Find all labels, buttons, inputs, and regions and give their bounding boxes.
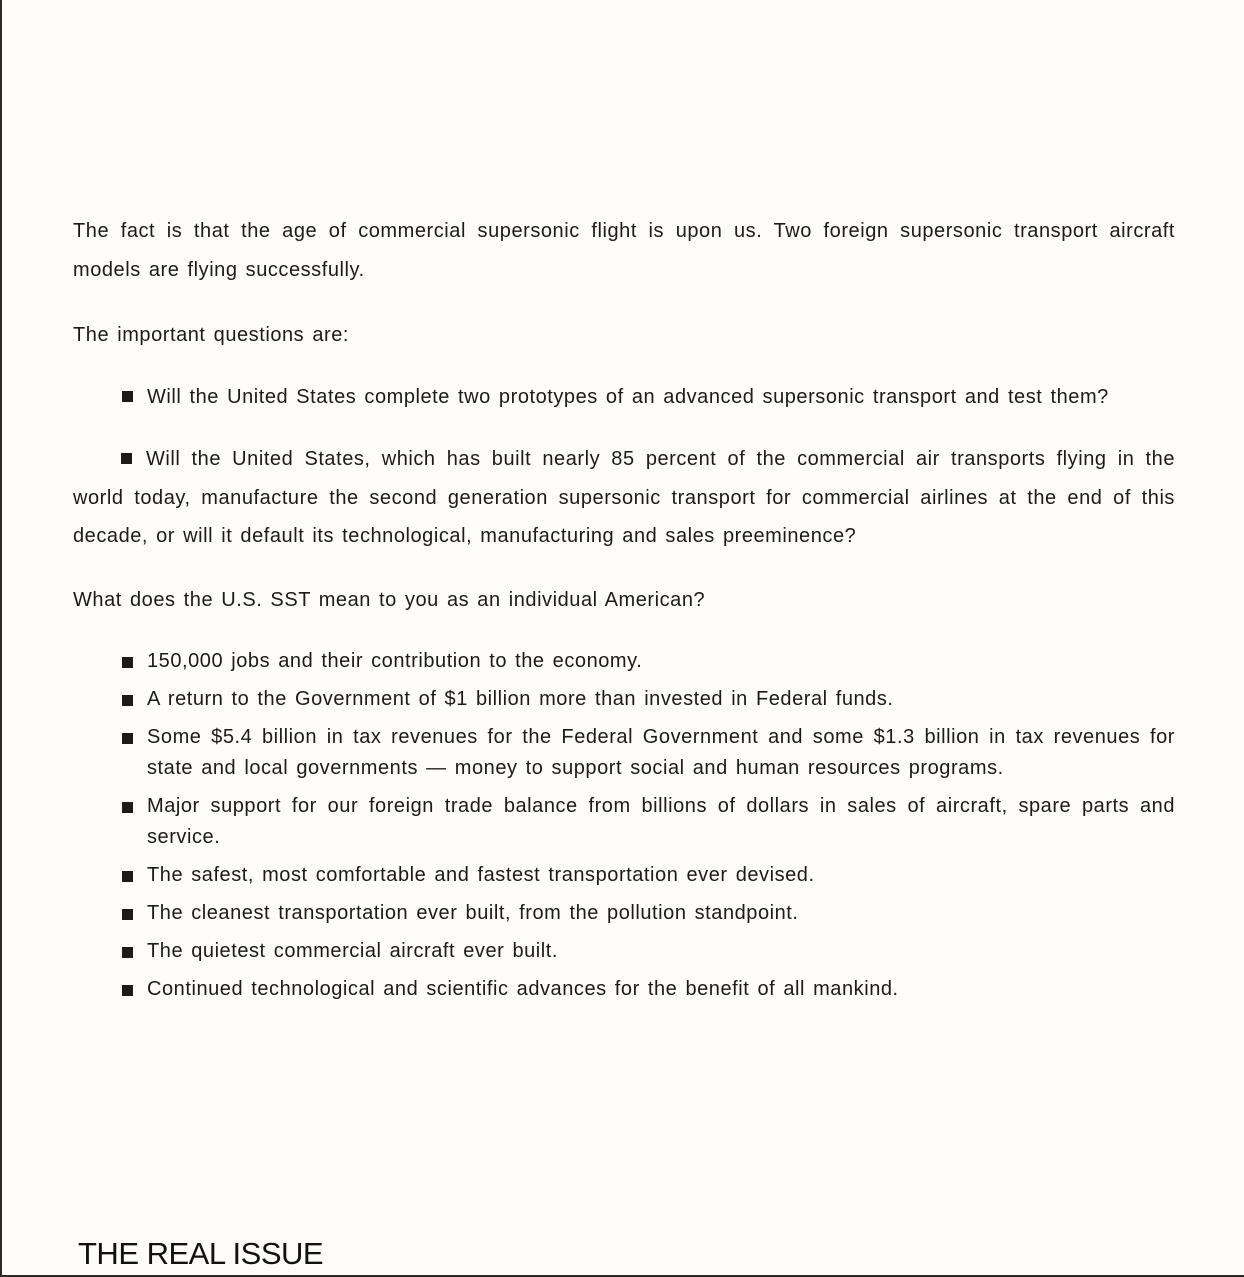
list-item [122, 898, 1175, 929]
question-item [73, 440, 1175, 556]
question-text: Will the United States, which has built nearly 85 percent of the commercial air transports flying in the world today, manufacture the second generation supersonic transport for commercial airlines at the end of this decade, or will it default its technological, manufacturing and sales preeminence? [73, 448, 1175, 547]
benefits-list [122, 646, 1175, 1012]
list-item [122, 936, 1175, 967]
list-item-text: Some $5.4 billion in tax revenues for the Federal Government and some $1.3 billion in tax revenues for state and local governments — money to support social and human resources programs. [147, 726, 1175, 779]
list-item-text: The cleanest transportation ever built, from the pollution standpoint. [147, 902, 799, 924]
bullet-square-icon [122, 391, 133, 402]
bullet-square-icon [122, 733, 133, 744]
list-item-text: 150,000 jobs and their contribution to the economy. [147, 650, 643, 672]
question-text: Will the United States complete two prototypes of an advanced supersonic transport and test them? [147, 386, 1109, 408]
list-item-text: The quietest commercial aircraft ever built. [147, 940, 559, 962]
list-item [122, 722, 1175, 784]
bullet-square-icon [122, 657, 133, 668]
bullet-square-icon [122, 695, 133, 706]
questions-heading: The important questions are: [73, 324, 349, 346]
list-item [122, 646, 1175, 677]
page-edge-left [0, 0, 2, 1277]
list-item [122, 791, 1175, 853]
list-item [122, 974, 1175, 1005]
page-title: THE REAL ISSUE [78, 1236, 324, 1271]
list-item-text: The safest, most comfortable and fastest transportation ever devised. [147, 864, 815, 886]
list-item [122, 684, 1175, 715]
list-item [122, 860, 1175, 891]
bullet-square-icon [122, 947, 133, 958]
list-item-text: Continued technological and scientific advances for the benefit of all mankind. [147, 978, 899, 1000]
bullet-square-icon [122, 802, 133, 813]
what-heading: What does the U.S. SST mean to you as an individual American? [73, 589, 706, 611]
list-item-text: Major support for our foreign trade balance from billions of dollars in sales of aircraft, spare parts and service. [147, 795, 1175, 848]
bullet-square-icon [121, 453, 132, 464]
bullet-square-icon [122, 871, 133, 882]
intro-paragraph: The fact is that the age of commercial supersonic flight is upon us. Two foreign supersonic transport aircraft models are flying successfully. [73, 220, 1175, 281]
question-item [122, 385, 1175, 409]
bullet-square-icon [122, 909, 133, 920]
bullet-square-icon [122, 985, 133, 996]
list-item-text: A return to the Government of $1 billion more than invested in Federal funds. [147, 688, 894, 710]
